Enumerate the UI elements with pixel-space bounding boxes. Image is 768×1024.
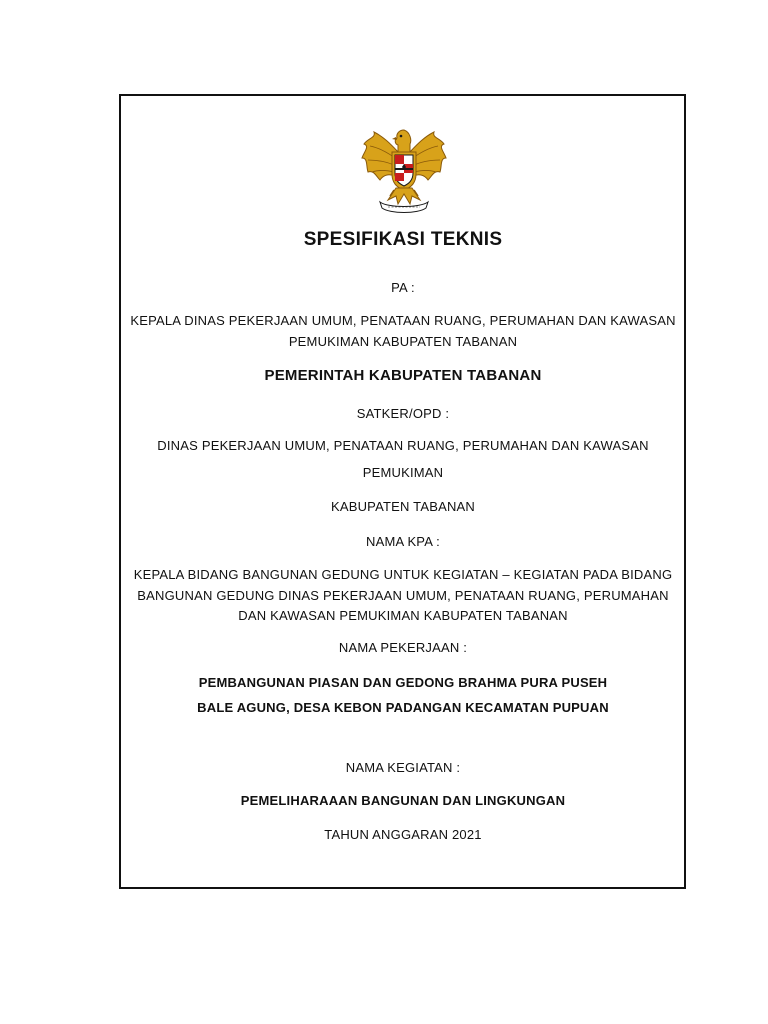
kpa-value-line-2: BANGUNAN GEDUNG DINAS PEKERJAAN UMUM, PENATAAN RUANG, PERUMAHAN (137, 588, 669, 603)
satker-value-line-1: DINAS PEKERJAAN UMUM, PENATAAN RUANG, PERUMAHAN DAN KAWASAN (157, 438, 649, 453)
pekerjaan-value-line-2: BALE AGUNG, DESA KEBON PADANGAN KECAMATAN PUPUAN (197, 700, 609, 715)
kpa-value-line-1: KEPALA BIDANG BANGUNAN GEDUNG UNTUK KEGIATAN – KEGIATAN PADA BIDANG (133, 567, 673, 582)
satker-label: SATKER/OPD : (356, 406, 450, 421)
pekerjaan-value-line-1: PEMBANGUNAN PIASAN DAN GEDONG BRAHMA PURA PUSEH (198, 675, 608, 690)
kegiatan-label: NAMA KEGIATAN : (345, 760, 461, 775)
satker-value-line-2: PEMUKIMAN (362, 465, 444, 480)
kpa-value-line-3: DAN KAWASAN PEMUKIMAN KABUPATEN TABANAN (238, 608, 568, 623)
pa-label: PA : (391, 280, 415, 295)
pekerjaan-label: NAMA PEKERJAAN : (338, 640, 468, 655)
pa-value-line-2: PEMUKIMAN KABUPATEN TABANAN (288, 334, 518, 349)
tahun-anggaran: TAHUN ANGGARAN 2021 (324, 827, 482, 842)
document-title: SPESIFIKASI TEKNIS (303, 229, 503, 250)
kpa-label: NAMA KPA : (365, 534, 440, 549)
pa-value-line-1: KEPALA DINAS PEKERJAAN UMUM, PENATAAN RUANG, PERUMAHAN DAN KAWASAN (130, 313, 676, 328)
government-name: PEMERINTAH KABUPATEN TABANAN (264, 367, 542, 384)
garuda-emblem-icon (358, 126, 450, 214)
satker-value-line-3: KABUPATEN TABANAN (330, 499, 476, 514)
kegiatan-value: PEMELIHARAAAN BANGUNAN DAN LINGKUNGAN (240, 793, 566, 808)
